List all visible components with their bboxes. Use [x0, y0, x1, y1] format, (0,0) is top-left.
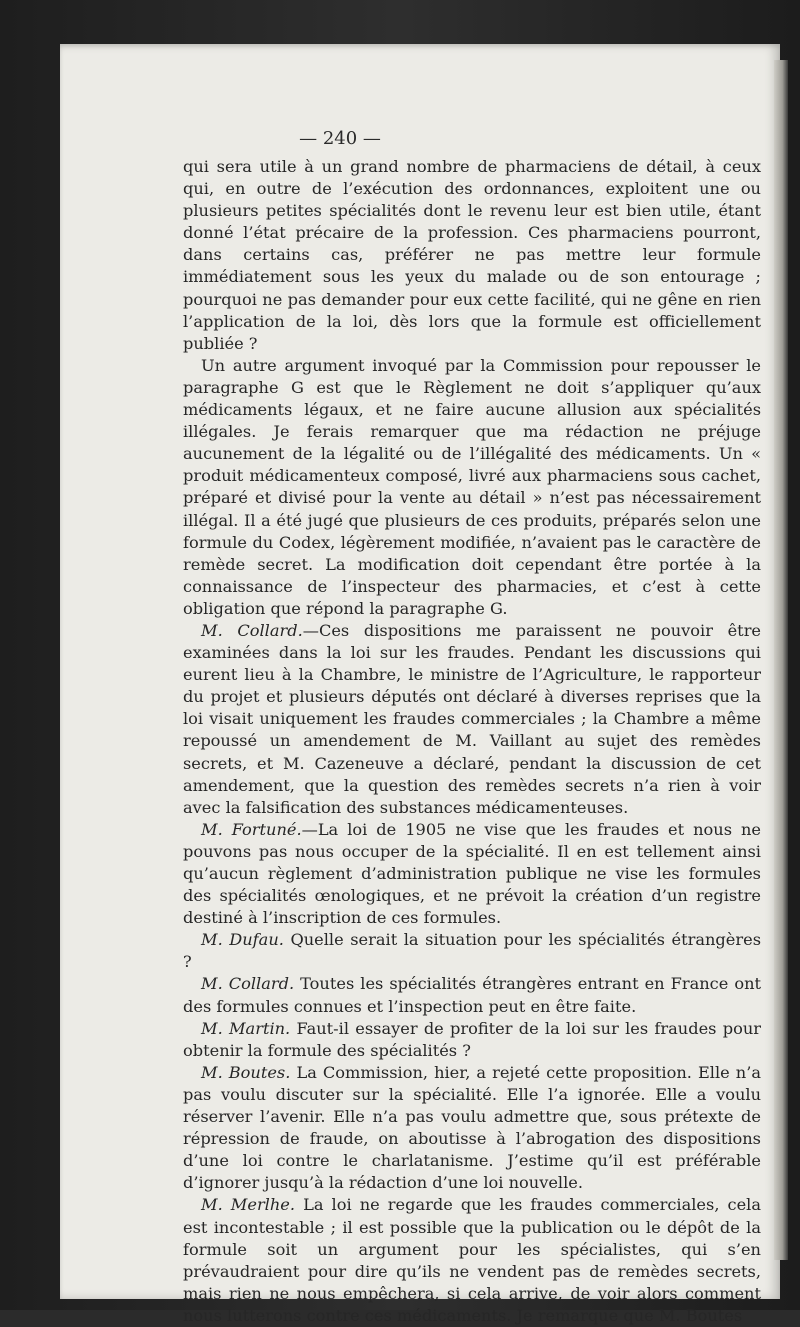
speaker-name: M. Collard. — [201, 620, 303, 640]
speaker-name: M. Collard. — [201, 974, 295, 994]
paragraph — [183, 620, 761, 819]
paragraph — [183, 973, 761, 1017]
body-text — [183, 156, 761, 1327]
paragraph-text: Toutes les spécialités étrangères entrant en France ont des formules connues et l’inspection peut en être faite. — [183, 974, 761, 1016]
paragraph-text: La Commission, hier, a rejeté cette proposition. Elle n’a pas voulu discuter sur la spécialité. Elle l’a ignorée. Elle a voulu réserver l’avenir. Elle n’a pas voulu admettre que, sous prétexte de répression de fraude, on aboutisse à l’abrogation des dispositions d’une loi contre le charlatanisme. J’estime qu’il est préférable d’ignorer jusqu’à la rédaction d’une loi nouvelle. — [183, 1062, 761, 1193]
speaker-name: M. Fortuné. — [201, 819, 302, 839]
paragraph — [183, 355, 761, 620]
paragraph — [183, 156, 761, 355]
paragraph-text: Un autre argument invoqué par la Commission pour repousser le paragraphe G est que le Règlement ne doit s’appliquer qu’aux médicaments légaux, et ne faire aucune allusion aux spécialités illégales. Je ferais remarquer que ma rédaction ne préjuge aucunement de la légalité ou de l’illégalité des médicaments. Un « produit médicamenteux composé, livré aux pharmaciens sous cachet, préparé et divisé pour la vente au détail » n’est pas nécessairement illégal. Il a été jugé que plusieurs de ces produits, préparés selon une formule du Codex, légèrement modifiée, n’avaient pas le caractère de remède secret. La modification doit cependant être portée à la connaissance de l’inspecteur des pharmacies, et c’est à cette obligation que répond la paragraphe G. — [183, 355, 761, 618]
page-edge-shadow — [774, 60, 788, 1260]
page-number: — 240 — — [299, 128, 381, 149]
paragraph — [183, 819, 761, 929]
paragraph-text: qui sera utile à un grand nombre de pharmaciens de détail, à ceux qui, en outre de l’exécution des ordonnances, exploitent une ou plusieurs petites spécialités dont le revenu leur est bien utile, étant donné l’état précaire de la profession. Ces pharmaciens pourront, dans certains cas, préférer ne pas mettre leur formule immédiatement sous les yeux du malade ou de son entourage ; pourquoi ne pas demander pour eux cette facilité, qui ne gêne en rien l’application de la loi, dès lors que la formule est officiellement publiée ? — [183, 157, 761, 353]
speaker-name: M. Martin. — [201, 1018, 291, 1038]
paragraph-text: La loi ne regarde que les fraudes commerciales, cela est incontestable ; il est possible que la publication ou le dépôt de la formule soit un argument pour les spécialistes, qui s’en prévaudraient pour dire qu’ils ne vendent pas de remèdes secrets, mais rien ne nous empêchera, si cela arrive, de voir alors comment nous lutterons contre ces médicaments. Je remarque que M. Boutes — [183, 1195, 762, 1325]
speaker-name: M. Merlhe. — [201, 1195, 296, 1215]
paragraph-text: —La loi de 1905 ne vise que les fraudes et nous ne pouvons pas nous occuper de la spécialité. Il en est tellement ainsi qu’aucun règlement d’administration publique ne vise les formules des spécialités œnologiques, et ne prévoit la création d’un registre destiné à l’inscription de ces formules. — [183, 819, 761, 928]
speaker-name: M. Dufau. — [201, 930, 284, 950]
paragraph-text: Quelle serait la situation pour les spécialités étrangères ? — [183, 930, 761, 972]
paragraph — [183, 1194, 761, 1327]
paragraph — [183, 1018, 761, 1062]
paragraph — [183, 1062, 761, 1195]
paragraph-text: —Ces dispositions me paraissent ne pouvoir être examinées dans la loi sur les fraudes. Pendant les discussions qui eurent lieu à la Chambre, le ministre de l’Agriculture, le rapporteur du projet et plusieurs députés ont déclaré à diverses reprises que la loi visait uniquement les fraudes commerciales ; la Chambre a même repoussé un amendement de M. Vaillant au sujet des remèdes secrets, et M. Cazeneuve a déclaré, pendant la discussion de cet amendement, que la question des remèdes secrets n’a rien à voir avec la falsification des substances médicamenteuses. — [183, 620, 762, 817]
speaker-name: M. Boutes. — [201, 1062, 291, 1082]
paragraph-text: Faut-il essayer de profiter de la loi sur les fraudes pour obtenir la formule des spécialités ? — [183, 1018, 761, 1060]
paragraph — [183, 929, 761, 973]
